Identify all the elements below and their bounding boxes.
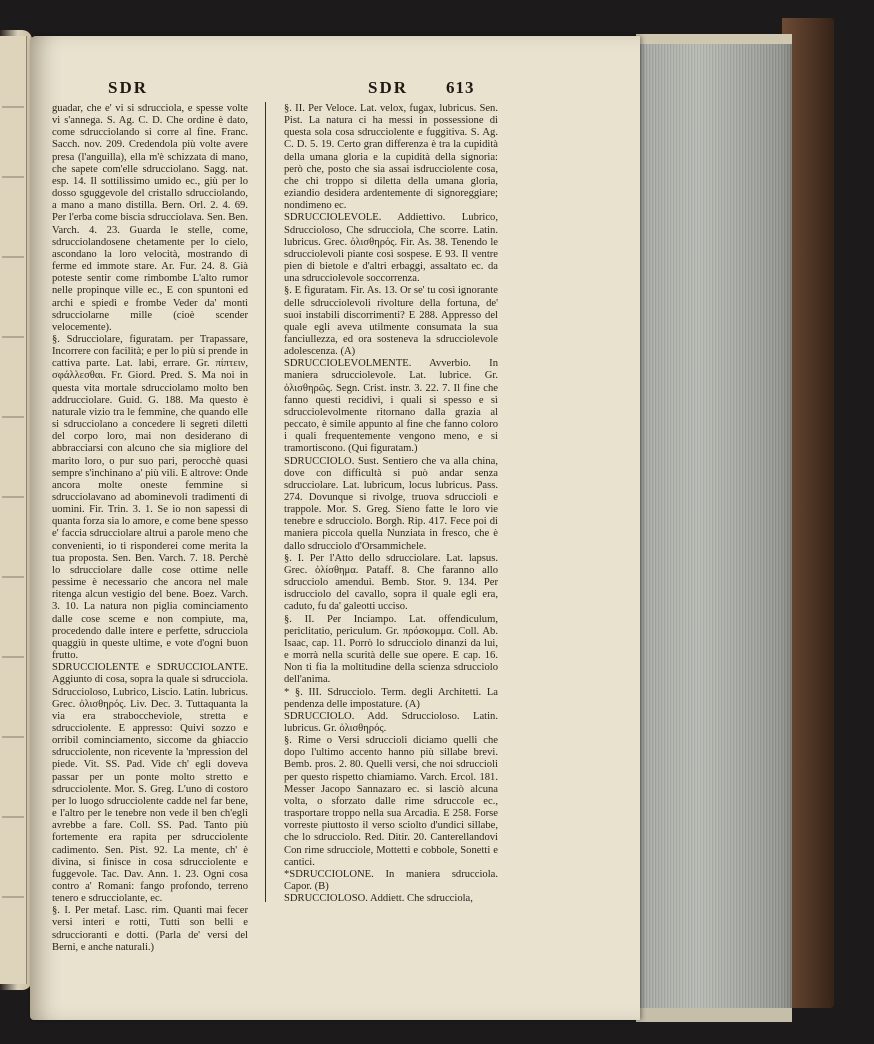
right-column bbox=[284, 103, 498, 905]
page-number: 613 bbox=[446, 78, 475, 97]
entry-paragraph: SDRUCCIOLEVOLMENTE. Avverbio. In maniera sdrucciolevole. Lat. lubrice. Gr. ὀλισθηρῶς. Segn. Crist. instr. 3. 22. 7. Il fine che fanno questi recidivi, i quali sì spesso e sì sdrucciolevolmente ritornano dalla grazia al peccato, è simile appunto al fine che fanno coloro i quali frequentemente vengono meno, e si tramortiscono. (Qui figuratam.) bbox=[284, 358, 498, 455]
entry-paragraph: §. II. Per Veloce. Lat. velox, fugax, lubricus. Sen. Pist. La natura ci ha messi in possessione di questa sola cosa sdrucciolente e fuggitiva. S. Ag. C. D. 5. 19. Certo gran differenza è tra la cupidità della umana gloria e la cupidità della signoria: però che, posto che sia assai isdrucciolente cosa, che chi troppo si diletta della umana gloria, eziandio desidera ardentemente di signoreggiare; nondimeno ec. bbox=[284, 103, 498, 212]
entry-paragraph: SDRUCCIOLEVOLE. Addiettivo. Lubrico, Sdrucciolosо, Che sdrucciola, Che scorre. Latin. lubricus. Grec. ὀλισθηρός. Fir. As. 38. Tenendo le sdrucciolevoli piante così sospese. E 93. Il ventre pien di bietole e d'altri erbaggi, assaltato ec. da una sdrucciolevole soccorrenza. bbox=[284, 212, 498, 285]
left-column bbox=[52, 103, 248, 954]
entry-paragraph: §. E figuratam. Fir. As. 13. Or se' tu così ignorante delle sdrucciolevoli rivolture della fortuna, de' suoi instabili discorrimenti? E 288. Appresso del quale egli aveva utilmente consumata la sua fanciullezza, ed ora sosteneva la sdrucciolevole adolescenza. (A) bbox=[284, 285, 498, 358]
page-block-fore-edge bbox=[636, 34, 792, 1020]
entry-paragraph: §. I. Per l'Atto dello sdrucciolare. Lat. lapsus. Grec. ὀλίσθημα. Pataff. 8. Che faranno allo sdrucciolo amendui. Bemb. Stor. 9. 134. Per isdrucciolo del cavallo, sopra il quale egli era, caduto, fu da' galeotti ucciso. bbox=[284, 552, 498, 613]
entry-paragraph: * §. III. Sdrucciolo. Term. degli Architetti. La pendenza delle impostature. (A) bbox=[284, 686, 498, 710]
entry-paragraph: SDRUCCIOLO. Sust. Sentiero che va alla china, dove con difficultà si può andar senza sdrucciolare. Lat. lubricum, locus lubricus. Pass. 274. Dovunque si rivolge, truova sdruccioli e trappole. Mor. S. Greg. Sieno fatte le loro vie tenebre e sdrucciolo. Borgh. Rip. 417. Fece poi di maniera piccola quella Nunziata in fresco, che è dallo sdrucciolo d'Orsammichele. bbox=[284, 455, 498, 552]
entry-paragraph: §. I. Per metaf. Lasc. rim. Quanti mai fecer versi interi e rotti, Tutti son belli e sdruccioranti e dotti. (Parla de' versi del Berni, e anche naturali.) bbox=[52, 905, 248, 953]
entry-paragraph: SDRUCCIOLOSO. Addiett. Che sdrucciola, bbox=[284, 893, 473, 905]
page-block-bottom bbox=[636, 1008, 792, 1022]
running-head-center: SDR bbox=[368, 78, 409, 97]
left-page-edge bbox=[0, 36, 27, 984]
entry-paragraph: guadar, che e' vi si sdrucciola, e spesse volte vi s'annega. S. Ag. C. D. Che ordine è dato, come sdrucciolando si corre al fine. Franc. Sacch. nov. 209. Credendola più volte avere presa (l'anguilla), ella m'è schizzata di mano, che sapete com'elle sdrucciolano. Sagg. nat. esp. 14. Il sottilissimo umido ec., giù per lo dosso sguggevole del cristallo sdrucciolando, a mano a mano distilla. Bern. Orl. 2. 4. 69. Per l'erba come biscia sdrucciolava. Sen. Ben. Varch. 4. 23. Guarda le stelle, come, sdrucciolandosene chetamente per lo cielo, ascondano la loro velocità, mostrando di ferme ed immote stare. Ar. Fur. 24. 8. Già poteste sentir come rimbombe L'alto rumor nelle propinque ville ec., E con spuntoni ed archi e spiedi e frombe Veder da' monti sdrucciolarne mille (cioè scender velocemente). bbox=[52, 103, 248, 333]
page-block-top bbox=[636, 34, 792, 44]
entry-paragraph: SDRUCCIOLENTE e SDRUCCIOLANTE. Aggiunto di cosa, sopra la quale si sdrucciola. Sdrucciolosо, Lubrico, Liscio. Latin. lubricus. Grec. ὀλισθηρός. Liv. Dec. 3. Tuttaquanta la via era straboccheviole, stretta e sdrucciolente. E appresso: Quivi sozzo e orribil cominciamento, siccome da ghiaccio sdrucciolente, non ricevente la 'mpression del piede. Vit. SS. Pad. Vide ch' egli doveva passar per un ponte molto stretto e sdrucciolente. Mor. S. Greg. L'uno di costoro per lo luogo sdrucciolente cadde nel far bene, e l'altro per le tenebre non vede il ben ch'egli avrebbe a fare. Coll. SS. Pad. Tanto più fortemente era rapita per sdrucciolente cadimento. Sen. Pist. 92. La mente, ch' è divina, si finisce in cosa sdrucciolente e fuggevole. Tac. Dav. Ann. 1. 23. Ogni cosa contro a' Romani: fango profondo, terreno tenero e sdrucciolante, ec. bbox=[52, 662, 248, 905]
column-divider bbox=[265, 102, 266, 902]
entry-paragraph: *SDRUCCIOLONE. In maniera sdrucciola. Capor. (B) bbox=[284, 868, 498, 892]
entry-paragraph: SDRUCCIOLO. Add. Sdrucciolosо. Latin. lubricus. Gr. ὀλισθηρός. bbox=[284, 710, 498, 734]
entry-paragraph: §. Rime o Versi sdruccioli diciamo quelli che dopo l'ultimo accento hanno più sillabe brevi. Bemb. pros. 2. 80. Quelli versi, che noi sdruccioli per questo rispetto chiamiamo. Varch. Ercol. 181. Messer Jacopo Sannazaro ec. si lasciò alcuna volta, o sforzato dalle rime sdruccole ec., trasportare troppo nella sua Arcadia. E 258. Forse vorreste piuttosto il verso sciolto d'undici sillabe, che lo sdrucciolo. Red. Ditir. 20. Canterellandovi Con rime sdrucciole, Mottetti e cobbole, Sonetti e cantici. bbox=[284, 735, 498, 868]
running-head-left: SDR bbox=[108, 78, 149, 97]
entry-paragraph: §. II. Per Inciampo. Lat. offendiculum, periclitatio, periculum. Gr. πρόσκομμα. Coll. Ab. Isaac, cap. 11. Porrò lo sdrucciolo dinanzi da lui, e morrà nella scurità delle sue opere. E cap. 16. Non ti fia la moltitudine della scienza sdrucciolo dell'anima. bbox=[284, 613, 498, 686]
entry-paragraph: §. Sdrucciolare, figuratam. per Trapassare, Incorrere con facilità; e per lo più si prende in cattiva parte. Lat. labi, errare. Gr. πίπτειν, σφάλλεσθαι. Fr. Giord. Pred. S. Ma noi in questa vita mortale sdrucciolamo molto ben addrucciolare. Guid. G. 188. Ma questo è naturale vizio tra le femmine, che quando elle si sdrucciolano a concedere li segreti diletti del corpo loro, mai non desiderano di abbracciarsi con alcuno che sia migliore del marito loro, o pur suo pari, perocchè quasi sempre s'inchinano a' più vili. E altrove: Onde ancora molte oneste femmine si sdrucciolavano ad abominevoli tradimenti di uomini. Fir. Trin. 3. 1. Se io non sapessi di quanta forza sia lo amore, e come bene spesso e' faccia sdrucciolare altrui a parole meno che convenienti, io ti risponderei come merita la tua proposta. Sen. Ben. Varch. 7. 18. Perchè lo sdrucciolare dalle cose ottime nelle pessime è necessario che ancora nel male ritenga alcun vestigio del bene. Boez. Varch. 3. 10. La natura non piglia cominciamento dalle cose sceme e non compiute, ma, procedendo dalle intere e perfette, sdrucciola quaggiù in queste ultime, e vote d'ogni buon frutto. bbox=[52, 333, 248, 662]
